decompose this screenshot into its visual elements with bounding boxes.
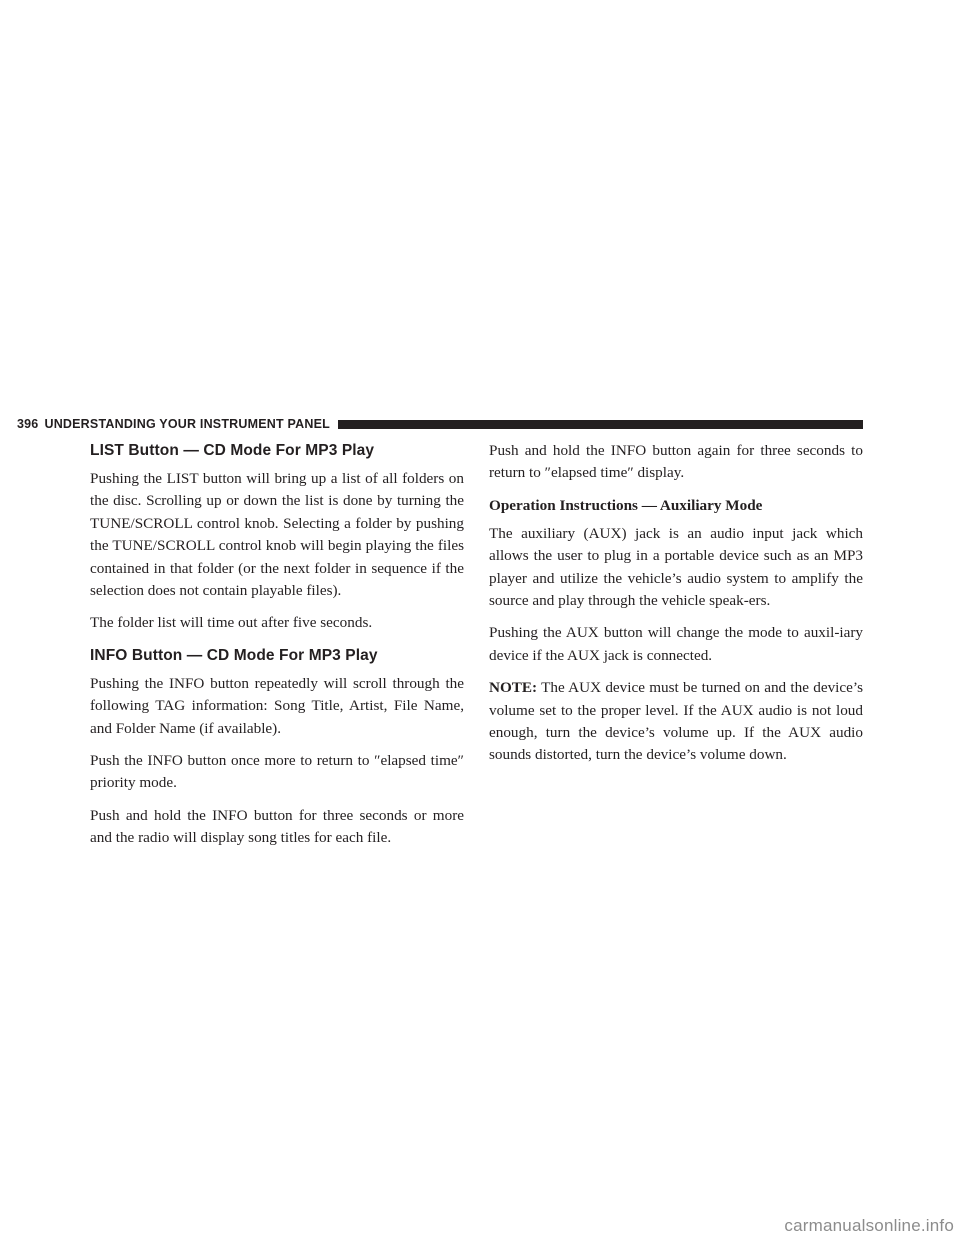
note-text: The AUX device must be turned on and the device’s volume set to the proper level. If the AUX audio is not loud enough, turn the device’s volume up. If the AUX audio sounds distorted, turn the device’s volume down. [489, 679, 863, 764]
info-button-heading: INFO Button — CD Mode For MP3 Play [90, 646, 378, 664]
header-rule [338, 420, 863, 429]
info-paragraph-4: Push and hold the INFO button again for three seconds to return to ″elapsed time″ display. [489, 442, 863, 482]
right-column [489, 440, 863, 777]
info-paragraph-2: Push the INFO button once more to return to ″elapsed time″ priority mode. [90, 752, 464, 792]
aux-paragraph-2: Pushing the AUX button will change the mode to auxil-iary device if the AUX jack is connected. [489, 624, 863, 664]
left-column [90, 440, 464, 860]
list-paragraph-2: The folder list will time out after five seconds. [90, 614, 373, 632]
page-header [17, 416, 863, 432]
list-paragraph-1: Pushing the LIST button will bring up a list of all folders on the disc. Scrolling up or down the list is done by turning the TUNE/SCROLL control knob. Selecting a folder by pushing the TUNE/SCROLL control knob will begin playing the files contained in that folder (or the next folder in sequence if the selection does not contain playable files). [90, 470, 464, 600]
note-label: NOTE: [489, 679, 538, 697]
aux-paragraph-1: The auxiliary (AUX) jack is an audio input jack which allows the user to plug in a portable device such as an MP3 player and utilize the vehicle’s audio system to amplify the source and play through the vehicle speak-ers. [489, 524, 863, 610]
info-paragraph-1: Pushing the INFO button repeatedly will scroll through the following TAG information: Song Title, Artist, File Name, and Folder Name (if available). [90, 674, 464, 737]
watermark: carmanualsonline.info [784, 1216, 954, 1235]
list-button-heading: LIST Button — CD Mode For MP3 Play [90, 442, 375, 459]
running-title: UNDERSTANDING YOUR INSTRUMENT PANEL [44, 417, 330, 431]
aux-mode-heading: Operation Instructions — Auxiliary Mode [489, 496, 763, 514]
note-paragraph [489, 677, 863, 767]
info-paragraph-3: Push and hold the INFO button for three seconds or more and the radio will display song titles for each file. [90, 806, 464, 847]
page-number: 396 [17, 417, 39, 431]
